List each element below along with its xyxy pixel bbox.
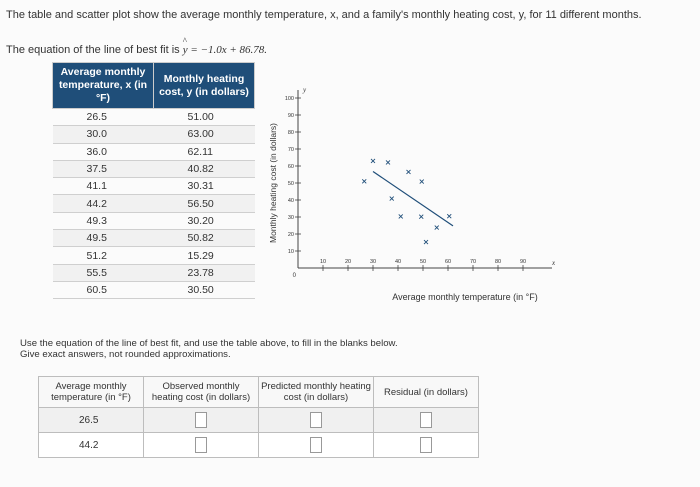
data-table — [52, 62, 255, 299]
y-tick-label: 100 — [284, 96, 294, 102]
answer-temperature: 26.5 — [39, 408, 144, 433]
x-axis-label: Average monthly temperature (in °F) — [392, 292, 538, 302]
observed-cell — [144, 433, 259, 458]
table-row — [53, 281, 255, 298]
y-tick-label: 30 — [287, 215, 294, 221]
cell-temperature: 36.0 — [53, 143, 154, 160]
y-tick-label: 80 — [287, 130, 294, 136]
data-point — [362, 179, 366, 183]
instructions-line-1: Use the equation of the line of best fit, and use the table above, to fill in the blanks below. — [20, 338, 398, 349]
data-point — [424, 240, 428, 244]
data-point — [399, 214, 403, 218]
cell-temperature: 51.2 — [53, 247, 154, 264]
answer-header-temperature: Average monthly temperature (in °F) — [39, 377, 144, 408]
cell-heating-cost: 40.82 — [154, 160, 255, 177]
cell-heating-cost: 15.29 — [154, 247, 255, 264]
table-row — [53, 212, 255, 229]
table-row — [53, 160, 255, 177]
table-row — [53, 126, 255, 143]
x-tick-label: 70 — [469, 259, 477, 265]
y-tick-label: 40 — [287, 198, 294, 204]
cell-heating-cost: 30.31 — [154, 178, 255, 195]
cell-temperature: 30.0 — [53, 126, 154, 143]
answer-temperature: 44.2 — [39, 433, 144, 458]
predicted-input-26-5[interactable] — [310, 412, 322, 428]
cell-temperature: 55.5 — [53, 264, 154, 281]
table-row — [53, 230, 255, 247]
answer-row — [39, 433, 479, 458]
predicted-cell — [259, 433, 374, 458]
x-tick-label: 40 — [394, 259, 402, 265]
x-axis-letter: x — [552, 259, 556, 267]
data-point — [386, 160, 390, 164]
data-point — [407, 170, 411, 174]
data-point — [390, 197, 394, 201]
observed-input-44-2[interactable] — [195, 437, 207, 453]
x-tick-label: 30 — [369, 259, 377, 265]
best-fit-prefix: The equation of the line of best fit is — [6, 44, 180, 56]
y-axis-letter: y — [303, 86, 307, 94]
cell-temperature: 44.2 — [53, 195, 154, 212]
problem-statement: The table and scatter plot show the average monthly temperature, x, and a family's monthly heating cost, y, for 11 different months. — [6, 9, 642, 21]
y-tick-label: 20 — [287, 232, 294, 238]
y-tick-label: 90 — [287, 113, 294, 119]
answer-header-predicted: Predicted monthly heating cost (in dollars) — [259, 377, 374, 408]
y-tick-label: 60 — [287, 164, 294, 170]
x-tick-label: 60 — [444, 259, 452, 265]
cell-heating-cost: 62.11 — [154, 143, 255, 160]
y-tick-label: 10 — [287, 249, 294, 255]
x-tick-label: 80 — [494, 259, 502, 265]
best-fit-equation: ^ y = −1.0x + 86.78. — [183, 44, 267, 56]
header-temperature: Average monthly temperature, x (in °F) — [53, 63, 154, 109]
data-point — [420, 180, 424, 184]
answer-header-observed: Observed monthly heating cost (in dollars) — [144, 377, 259, 408]
table-row — [53, 109, 255, 126]
instructions-line-2: Give exact answers, not rounded approximations. — [20, 349, 231, 360]
scatter-plot — [262, 80, 562, 330]
residual-input-44-2[interactable] — [420, 437, 432, 453]
y-tick-label: 50 — [287, 181, 294, 187]
best-fit-statement — [6, 44, 267, 56]
cell-heating-cost: 63.00 — [154, 126, 255, 143]
data-point — [435, 226, 439, 230]
x-tick-label: 50 — [419, 259, 427, 265]
cell-heating-cost: 30.20 — [154, 212, 255, 229]
table-row — [53, 143, 255, 160]
observed-cell — [144, 408, 259, 433]
answer-header-residual: Residual (in dollars) — [374, 377, 479, 408]
x-tick-label: 20 — [344, 259, 352, 265]
cell-temperature: 41.1 — [53, 178, 154, 195]
residual-cell — [374, 408, 479, 433]
y-axis-label: Monthly heating cost (in dollars) — [268, 122, 278, 244]
line-of-best-fit — [373, 171, 453, 225]
cell-heating-cost: 56.50 — [154, 195, 255, 212]
cell-heating-cost: 51.00 — [154, 109, 255, 126]
table-row — [53, 264, 255, 281]
y-tick-label: 70 — [287, 147, 294, 153]
answer-row — [39, 408, 479, 433]
cell-temperature: 49.3 — [53, 212, 154, 229]
header-heating-cost: Monthly heating cost, y (in dollars) — [154, 63, 255, 109]
cell-temperature: 37.5 — [53, 160, 154, 177]
residual-cell — [374, 433, 479, 458]
x-tick-label: 90 — [519, 259, 527, 265]
x-tick-label: 10 — [319, 259, 327, 265]
cell-heating-cost: 50.82 — [154, 230, 255, 247]
data-point — [371, 159, 375, 163]
data-point — [447, 214, 451, 218]
cell-temperature: 26.5 — [53, 109, 154, 126]
predicted-cell — [259, 408, 374, 433]
table-row — [53, 195, 255, 212]
residual-input-26-5[interactable] — [420, 412, 432, 428]
predicted-input-44-2[interactable] — [310, 437, 322, 453]
instructions — [20, 338, 398, 360]
cell-temperature: 49.5 — [53, 230, 154, 247]
cell-temperature: 60.5 — [53, 281, 154, 298]
observed-input-26-5[interactable] — [195, 412, 207, 428]
data-point — [419, 215, 423, 219]
table-row — [53, 247, 255, 264]
cell-heating-cost: 23.78 — [154, 264, 255, 281]
table-row — [53, 178, 255, 195]
origin-label: 0 — [292, 273, 296, 279]
cell-heating-cost: 30.50 — [154, 281, 255, 298]
answer-table — [38, 376, 479, 458]
